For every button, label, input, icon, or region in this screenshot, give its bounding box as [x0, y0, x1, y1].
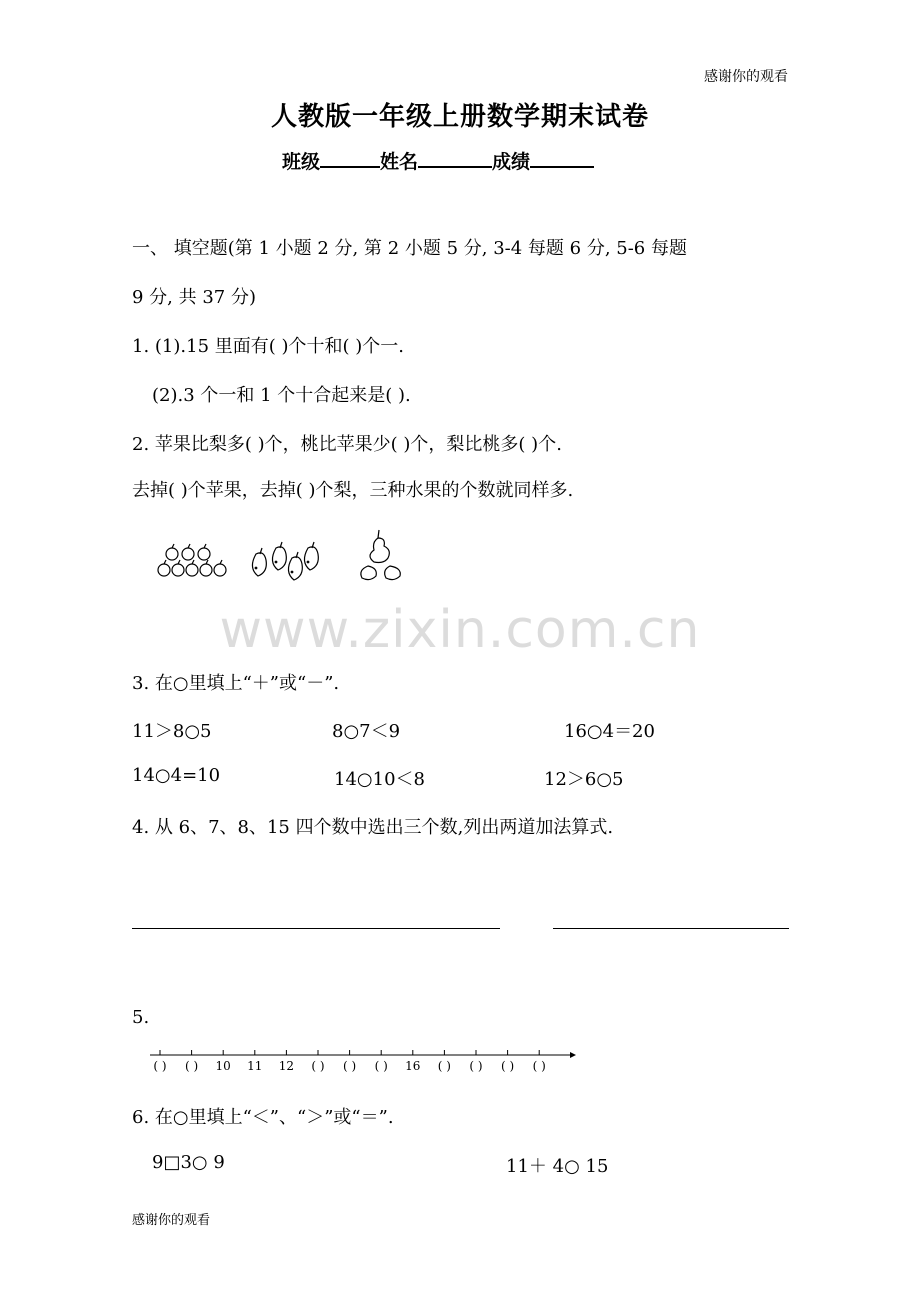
apples-group	[158, 544, 226, 576]
fruit-illustration	[150, 526, 420, 586]
number-line-label: ( )	[153, 1059, 167, 1073]
number-line-label: 11	[247, 1059, 263, 1073]
number-line-label: ( )	[437, 1059, 451, 1073]
number-line-label: ( )	[343, 1059, 357, 1073]
number-line-label: ( )	[374, 1059, 388, 1073]
watermark: www.zixin.com.cn	[219, 600, 701, 660]
q3-row2-item1: 14○4=10	[132, 765, 221, 786]
number-line-label: ( )	[311, 1059, 325, 1073]
q3-row1-item3: 16○4＝20	[564, 721, 655, 742]
q2-line1: 2. 苹果比梨多( )个，桃比苹果少( )个，梨比桃多( )个.	[132, 434, 562, 455]
peaches-group	[252, 542, 318, 580]
q3-row1-item2: 8○7＜9	[332, 721, 401, 742]
number-line-label: ( )	[532, 1059, 546, 1073]
q1-part1: 1. (1).15 里面有( )个十和( )个一.	[132, 336, 404, 357]
q1-part2: (2).3 个一和 1 个十合起来是( ).	[152, 385, 411, 406]
number-line-arrow	[570, 1052, 576, 1058]
number-line-label: 10	[215, 1059, 231, 1073]
section1-heading-line2: 9 分, 共 37 分)	[132, 287, 256, 308]
q6-item2: 11＋ 4○ 15	[506, 1156, 609, 1177]
q4-answer-line-2[interactable]	[553, 928, 789, 929]
q5-prompt: 5.	[132, 1007, 150, 1028]
name-label: 姓名	[380, 151, 419, 173]
q4-prompt: 4. 从 6、7、8、15 四个数中选出三个数,列出两道加法算式.	[132, 817, 614, 838]
header-note: 感谢你的观看	[704, 69, 788, 85]
number-line-label: 16	[405, 1059, 421, 1073]
q3-prompt: 3. 在○里填上“＋”或“－”.	[132, 673, 340, 694]
q3-row1-item1: 11＞8○5	[132, 721, 212, 742]
page-title: 人教版一年级上册数学期末试卷	[270, 102, 649, 132]
section1-heading-line1: 一、 填空题(第 1 小题 2 分, 第 2 小题 5 分, 3-4 每题 6 分, 5-6 每题	[132, 238, 687, 259]
student-info-line	[282, 147, 594, 174]
number-line-label: ( )	[501, 1059, 515, 1073]
q3-row2-item2: 14○10＜8	[334, 769, 425, 790]
score-blank[interactable]	[530, 148, 594, 168]
class-blank[interactable]	[320, 148, 380, 168]
name-blank[interactable]	[418, 148, 492, 168]
pears-group	[361, 530, 400, 580]
number-line-label: 12	[278, 1059, 295, 1073]
score-label: 成绩	[492, 151, 531, 173]
q4-answer-line-1[interactable]	[132, 928, 500, 929]
q2-line2: 去掉( )个苹果，去掉( )个梨，三种水果的个数就同样多.	[132, 480, 574, 501]
q3-row2-item3: 12＞6○5	[544, 769, 624, 790]
number-line-label: ( )	[469, 1059, 483, 1073]
number-line-label: ( )	[185, 1059, 199, 1073]
class-label: 班级	[282, 151, 321, 173]
number-line	[146, 1042, 586, 1076]
q6-item1: 9□3○ 9	[152, 1152, 225, 1173]
q6-prompt: 6. 在○里填上“＜”、“＞”或“＝”.	[132, 1107, 394, 1128]
footer-note: 感谢你的观看	[132, 1213, 211, 1228]
